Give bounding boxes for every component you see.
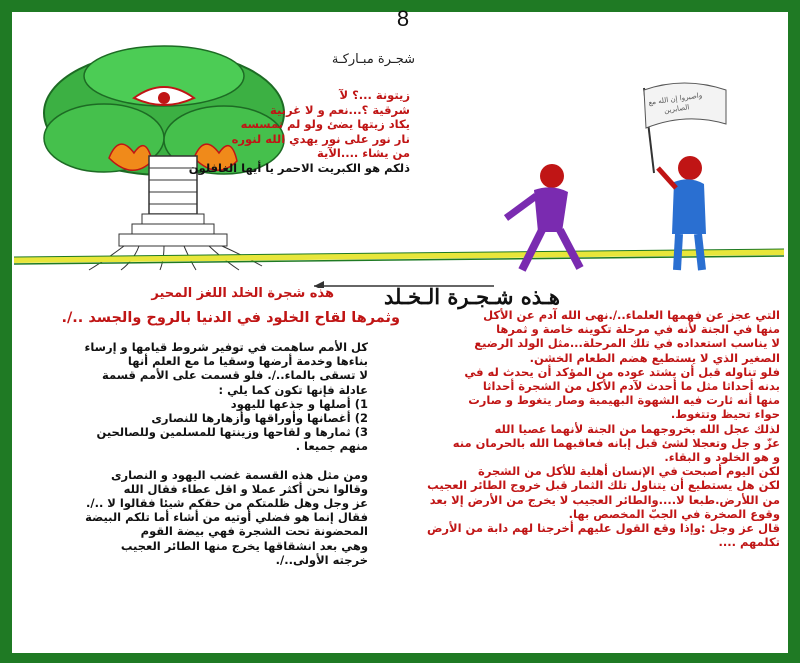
paragraph-line: خرجته الأولى../.	[275, 552, 368, 567]
poem	[189, 88, 410, 175]
flag-text: واصبروا إن الله مع الصابرين	[648, 91, 703, 115]
paragraph-line: قال عز وجل :وإذا وقع القول عليهم أخرجنا لهم دابة من الأرض	[426, 521, 780, 536]
poem-line: من يشاء ....الآية	[317, 146, 410, 160]
poem-line: شرقية ؟...نعم و لا غربية	[270, 102, 410, 117]
paragraph-line: تكلمهم ....	[718, 535, 780, 550]
headline-right: هـذه شـجـرة الـخـلد	[384, 284, 560, 309]
paragraph-line: لا تسقى بالماء../. فلو قسمت على الأمم قسمة	[102, 368, 368, 383]
page-border-right	[788, 0, 800, 663]
paragraph-line: عادلة فإنها تكون كما يلي :	[218, 382, 368, 397]
paragraph-line: الصغير الذي لا يستطيع هضم الطعام الخشن.	[529, 350, 780, 365]
paragraph-line: كل الأمم ساهمت في توفير شروط قيامها و إرساء	[84, 340, 368, 354]
paragraph-line: منها في الجنة لأنه في مرحلة تكوينه خاصة و ثمرها	[496, 322, 780, 337]
paragraph-line: 3) ثمارها و لقاحها وزينتها للمسلمين وللصالحين	[96, 425, 368, 440]
subheadline: وثمرها لقاح الخلود في الدنيا بالروح والجسد ../.	[61, 310, 400, 326]
poem-line: نار نور على نور يهدي الله لنوره	[231, 131, 410, 146]
paragraph-line: من اللأرض.طبعا لا....والطائر العجيب لا يخرج من الأرض إلا بعد	[429, 492, 780, 507]
paragraph-line: لذلك عجل الله بخروجهما من الجنة لأنهما عصيا الله	[494, 421, 780, 436]
poem-line: زيتونة ...؟ لآ	[339, 88, 410, 102]
paragraph-line: و هو الخلود و البقاء.	[664, 450, 780, 465]
paragraph-line: 2) أغصانها وأوراقها وأزهارها للنصارى	[151, 411, 368, 426]
paragraph-line: التي عجز عن فهمها العلماء../.نهى الله آدم عن الأكل	[483, 308, 780, 322]
tree-title: شجـرة مبـاركـة	[331, 52, 415, 67]
headline-left: هذه شجرة الخلد اللغز المحير	[151, 286, 334, 301]
paragraph-line: بدنه أحداثا مثل ما أحدث لآدم الأكل من الشجرة أحداثا	[482, 379, 780, 394]
page-number: 8	[396, 6, 410, 31]
paragraph-line: عز وجل وهل ظلمتكم من حقكم شيئا فقالوا لا ../.	[86, 496, 368, 511]
paragraph-line: بناءها وخدمة أرضها وسقيا ما مع العلم أنها	[127, 354, 368, 369]
paragraph-line: عزّ و جل وتعجلا لشئ قبل إبانه فعاقبهما الله بالحرمان منه	[452, 435, 780, 450]
poem-line: ذلكم هو الكبريت الاحمر يا أيها الغافلون	[188, 160, 410, 175]
paragraph-line: منهم جميعا .	[295, 439, 368, 454]
right-column	[427, 308, 780, 549]
paragraph-gap	[84, 454, 368, 468]
page-border-bottom	[0, 653, 800, 663]
paragraph-line: فقال إنما هو فضلي أوتيه من أشاء أما تلكم البيضة	[85, 510, 368, 525]
paragraph-line: 1) أصلها و جذعها لليهود	[230, 396, 368, 411]
left-column	[84, 340, 368, 567]
paragraph-line: وقالوا نحن أكثر عملا و اقل عطاء فقال الله	[123, 481, 368, 496]
paragraph-line: وقوع الصخرة في الجبّ المخصص بها.	[568, 506, 780, 521]
ground-lines	[14, 249, 784, 264]
page-border-left	[0, 0, 12, 663]
paragraph-line: حواء تحيظ وتتغوط.	[670, 407, 780, 422]
paragraph-line: ومن مثل هذه القسمة غضب اليهود و النصارى	[111, 467, 368, 482]
paragraph-line: فلو تناوله قبل أن يشتد عوده من المؤكد أن يحدث له في	[464, 364, 780, 379]
poem-line: يكاد زيتها يضئ ولو لم تمسسه	[240, 117, 410, 131]
paragraph-line: وهي بعد انشقاقها يخرج منها الطائر العجيب	[120, 538, 368, 553]
paragraph-line: المحضونة تحت الشجرة فهي بيضة القوم	[140, 524, 368, 539]
paragraph-line: لكن اليوم أصبحت في الإنسان أهلية للأكل من الشجرة	[478, 464, 780, 479]
paragraph-line: منها أنه ثارت فيه الشهوة البهيمية وصار يتغوط و صارت	[468, 393, 780, 408]
paragraph-line: لا يناسب استعداده في تلك المرحلة...مثل الولد الرضيع	[474, 336, 780, 351]
paragraph-line: لكن هل يستطيع أن يتناول تلك الثمار قبل خروج الطائر العجيب	[427, 478, 780, 493]
